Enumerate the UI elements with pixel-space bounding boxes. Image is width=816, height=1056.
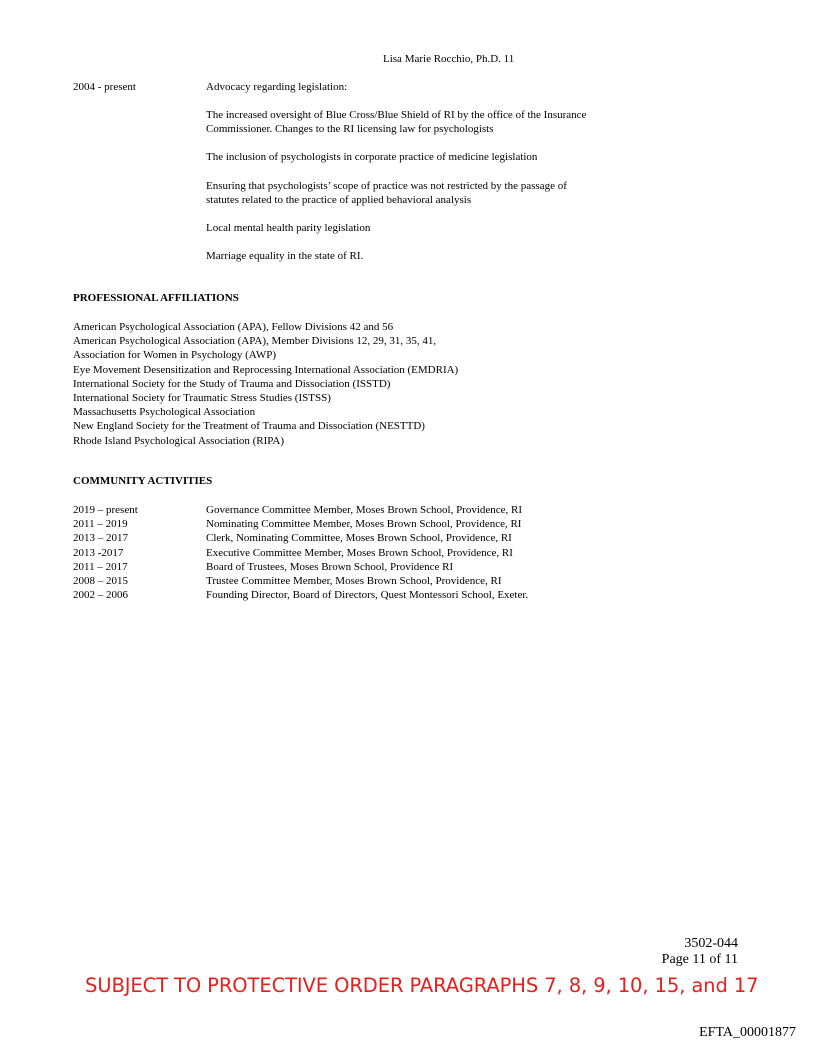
advocacy-date: 2004 - present bbox=[73, 81, 136, 93]
running-head: Lisa Marie Rocchio, Ph.D. 11 bbox=[383, 53, 515, 65]
affiliation-item: Association for Women in Psychology (AWP) bbox=[73, 349, 277, 362]
community-row bbox=[73, 574, 528, 588]
protective-order-notice: SUBJECT TO PROTECTIVE ORDER PARAGRAPHS 7, 8, 9, 10, 15, and 17 bbox=[85, 974, 759, 997]
community-heading: COMMUNITY ACTIVITIES bbox=[73, 475, 213, 487]
community-row bbox=[73, 517, 528, 531]
advocacy-item bbox=[206, 221, 370, 235]
advocacy-item bbox=[206, 249, 363, 263]
community-row bbox=[73, 531, 528, 545]
community-date: 2008 – 2015 bbox=[73, 574, 128, 587]
community-role: Executive Committee Member, Moses Brown School, Providence, RI bbox=[206, 546, 513, 559]
community-role: Board of Trustees, Moses Brown School, Providence RI bbox=[206, 560, 454, 573]
community-role: Clerk, Nominating Committee, Moses Brown School, Providence, RI bbox=[206, 532, 512, 545]
affiliation-item: Massachusetts Psychological Association bbox=[73, 406, 256, 419]
affiliation-item: International Society for the Study of Trauma and Dissociation (ISSTD) bbox=[73, 377, 391, 390]
advocacy-title: Advocacy regarding legislation: bbox=[206, 81, 348, 93]
community-date: 2013 -2017 bbox=[73, 546, 124, 559]
advocacy-item-line: statutes related to the practice of applied behavioral analysis bbox=[206, 194, 472, 206]
community-table bbox=[73, 503, 528, 602]
doc-number: 3502-044 bbox=[684, 936, 738, 951]
bates-id: EFTA_00001877 bbox=[699, 1025, 796, 1040]
advocacy-item bbox=[206, 150, 537, 164]
community-role: Trustee Committee Member, Moses Brown School, Providence, RI bbox=[206, 574, 502, 587]
community-date: 2019 – present bbox=[73, 504, 138, 516]
community-date: 2002 – 2006 bbox=[73, 589, 128, 602]
community-row bbox=[73, 546, 528, 560]
affiliations-list bbox=[73, 320, 458, 448]
community-row bbox=[73, 503, 528, 517]
community-role: Nominating Committee Member, Moses Brown School, Providence, RI bbox=[206, 518, 522, 531]
affiliation-item: Rhode Island Psychological Association (RIPA) bbox=[73, 434, 285, 447]
community-date: 2011 – 2017 bbox=[73, 560, 128, 573]
advocacy-item-line: The inclusion of psychologists in corporate practice of medicine legislation bbox=[206, 151, 538, 163]
affiliations-heading: PROFESSIONAL AFFILIATIONS bbox=[73, 292, 239, 304]
community-row bbox=[73, 588, 528, 602]
community-role: Founding Director, Board of Directors, Quest Montessori School, Exeter. bbox=[206, 589, 529, 602]
advocacy-item-line: Ensuring that psychologists’ scope of practice was not restricted by the passage of bbox=[206, 180, 567, 192]
community-date: 2011 – 2019 bbox=[73, 518, 128, 531]
advocacy-item-line: Commissioner. Changes to the RI licensing law for psychologists bbox=[206, 123, 494, 135]
advocacy-item-line: Local mental health parity legislation bbox=[206, 222, 371, 234]
community-date: 2013 – 2017 bbox=[73, 532, 128, 545]
affiliation-item: Eye Movement Desensitization and Reprocessing International Association (EMDRIA) bbox=[73, 363, 459, 376]
advocacy-item bbox=[206, 108, 586, 136]
page-label: Page 11 of 11 bbox=[661, 952, 738, 967]
affiliation-item: American Psychological Association (APA), Member Divisions 12, 29, 31, 35, 41, bbox=[73, 335, 437, 348]
affiliation-item: New England Society for the Treatment of Trauma and Dissociation (NESTTD) bbox=[73, 420, 425, 433]
advocacy-item bbox=[206, 179, 567, 207]
advocacy-item-line: The increased oversight of Blue Cross/Blue Shield of RI by the office of the Insurance bbox=[206, 109, 587, 121]
affiliation-item: International Society for Traumatic Stress Studies (ISTSS) bbox=[73, 391, 331, 404]
community-role: Governance Committee Member, Moses Brown School, Providence, RI bbox=[206, 504, 523, 516]
community-row bbox=[73, 560, 528, 574]
advocacy-item-line: Marriage equality in the state of RI. bbox=[206, 250, 364, 262]
affiliation-item: American Psychological Association (APA), Fellow Divisions 42 and 56 bbox=[73, 321, 394, 333]
